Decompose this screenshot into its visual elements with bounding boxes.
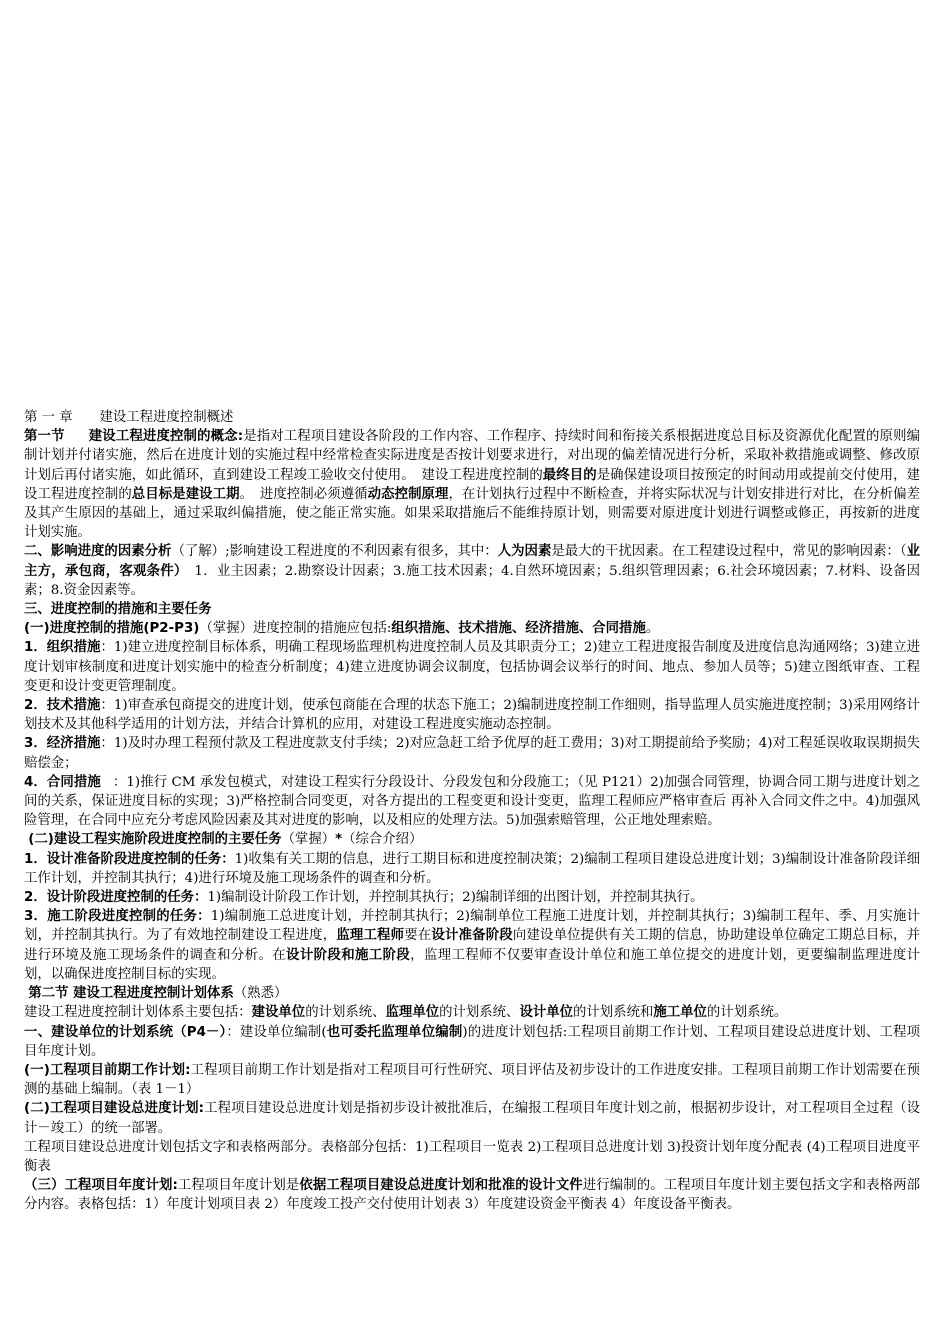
owner-plan-text-a: ：建设单位编制( [226, 1024, 327, 1040]
task-construction [24, 907, 920, 984]
measure-3-heading: 3．经济措施 [24, 736, 101, 752]
plan-3-text-a: 工程项目年度计划是 [177, 1178, 300, 1194]
section-4-text-a: 建设工程进度控制计划体系主要包括： [24, 1005, 252, 1021]
measure-organizational [24, 638, 920, 696]
subsection-3-2-text-b: （综合介绍） [342, 832, 423, 848]
preliminary-work-plan [24, 1061, 920, 1099]
measure-2-text: ：1)审查承包商提交的进度计划，使承包商能在合理的状态下施工；2)编制进度控制工作细则，指导监理人员实施进度控制；3)采用网络计划技术及其他科学适用的计划方法，并结合计算机的应用，对建设工程进度实施动态控制。 [24, 698, 920, 733]
plan-3-bold: 依据工程项目建设总进度计划和批准的设计文件 [299, 1178, 583, 1194]
owner-plan-heading: 一、建设单位的计划系统（P4－） [24, 1024, 227, 1040]
section-4-bold-c: 设计单位 [519, 1005, 574, 1021]
subsection-3-1-heading: (一)进度控制的措施(P2-P3) [24, 621, 200, 637]
section-4-heading [24, 984, 920, 1003]
owner-plan-system [24, 1023, 920, 1061]
task-1-heading: 1．设计准备阶段进度控制的任务： [24, 851, 235, 867]
section-4-heading-text: 第二节 建设工程进度控制计划体系 [28, 986, 234, 1002]
owner-plan-text-b: )的进度计划包括:工程项目前期工作计划、工程项目建设总进度计划、工程项目年度计划。 [24, 1024, 921, 1059]
plan-2-extra-text: 工程项目建设总进度计划包括文字和表格两部分。表格部分包括：1)工程项目一览表 2)工程项目总进度计划 3)投资计划年度分配表 (4)工程项目进度平衡表 [24, 1139, 920, 1174]
section-1-paragraph [24, 427, 920, 542]
subsection-3-1 [24, 619, 920, 638]
plan-1-heading: (一)工程项目前期工作计划: [24, 1062, 191, 1078]
subsection-3-2 [24, 830, 920, 849]
subsection-3-1-bold: 组织措施、技术措施、经济措施、合同措施 [391, 621, 646, 637]
subsection-3-1-text-a: （掌握）进度控制的措施应包括: [199, 621, 392, 637]
task-design [24, 888, 920, 907]
section-1-text-c: 。 进度控制必须遵循 [239, 486, 368, 502]
subsection-3-2-star: * [335, 832, 343, 848]
measure-3-text: ：1)及时办理工程预付款及工程进度款支付手续；2)对应急赶工给予优厚的赶工费用；3)对工期提前给予奖励；4)对工程延误收取误期损失赔偿金； [24, 736, 920, 771]
section-4-text-c: 的计划系统、 [439, 1005, 520, 1021]
task-2-heading: 2．设计阶段进度控制的任务： [24, 890, 208, 906]
task-3-bold-a: 监理工程师 [336, 928, 405, 944]
task-3-text-b: 要在 [404, 928, 432, 944]
section-2-text-b: 是最大的干扰因素。在工程建设过程中，常见的影响因素：（ [551, 544, 907, 560]
section-1-text-b: 是确保建设项目按预定的时间动用或提前交付使用，建设工程进度控制的 [24, 467, 920, 502]
task-3-text-d: ，监理工程师不仅要审查设计单位和施工单位提交的进度计划，更要编制监理进度计划，以确保进度控制目标的实现。 [24, 947, 921, 982]
chapter-title [24, 408, 920, 427]
section-2-heading: 二、影响进度的因素分析 [24, 544, 172, 560]
section-1-term: 建设工程进度控制的概念: [88, 429, 244, 445]
task-design-prep [24, 850, 920, 888]
plan-2-heading: (二)工程项目建设总进度计划: [24, 1101, 204, 1117]
subsection-3-1-text-b: 。 [645, 621, 660, 637]
section-1-text-a: 是指对工程项目建设各阶段的工作内容、工作程序、持续时间和衔接关系根据进度总目标及资源优化配置的原则编制计划并付诸实施，然后在进度计划的实施过程中经常检查实际进度是否按计划要求进行，对出现的偏差情况进行分析，采取补救措施或调整、修改原计划后再付诸实施，如此循环，直到建设工程竣工验收交付使用。 建设工程进度控制的 [24, 429, 921, 483]
subsection-3-2-text-a: （掌握） [281, 832, 336, 848]
task-1-text: 1)收集有关工期的信息，进行工期目标和进度控制决策；2)编制工程项目建设总进度计划；3)编制设计准备阶段详细工作计划，并控制其执行；4)进行环境及施工现场条件的调查和分析。 [24, 851, 920, 886]
annual-plan [24, 1176, 920, 1214]
task-3-text-a: 1)编制施工总进度计划，并控制其执行；2)编制单位工程施工进度计划，并控制其执行；3)编制工程年、季、月实施计划，并控制其执行。为了有效地控制建设工程进度， [24, 909, 920, 944]
section-4-text-e: 的计划系统。 [706, 1005, 788, 1021]
master-schedule-contents [24, 1138, 920, 1176]
measure-1-text: ：1)建立进度控制目标体系，明确工程现场监理机构进度控制人员及其职责分工；2)建立工程进度报告制度及进度信息沟通网络；3)建立进度计划审核制度和进度计划实施中的检查分析制度；4)建立进度协调会议制度，包括协调会议举行的时间、地点、参加人员等；5)建立图纸审查、工程变更和设计变更管理制度。 [24, 640, 920, 694]
task-3-heading: 3．施工阶段进度控制的任务： [24, 909, 211, 925]
section-3-heading [24, 600, 920, 619]
plan-2-text: 工程项目建设总进度计划是指初步设计被批准后，在编报工程项目年度计划之前，根据初步设计，对工程项目全过程（设计－竣工）的统一部署。 [24, 1101, 920, 1136]
plan-3-text-b: 进行编制的。工程项目年度计划主要包括文字和表格两部分内容。表格包括：1）年度计划项目表 2）年度竣工投产交付使用计划表 3）年度建设资金平衡表 4）年度设备平衡表。 [24, 1178, 921, 1213]
master-schedule-plan [24, 1099, 920, 1137]
section-4-bold-d: 施工单位 [653, 1005, 707, 1021]
chapter-title-text: 第 一 章 建设工程进度控制概述 [24, 410, 234, 425]
task-3-text-c: 向建设单位提供有关工期的信息，协助建设单位确定工期总目标，并进行环境及施工现场条件的调查和分析。在 [24, 928, 921, 963]
section-1-bold-b: 总目标是建设工期 [131, 486, 240, 502]
measure-economic [24, 734, 920, 772]
document-page [24, 408, 920, 1215]
section-4-text-d: 的计划系统和 [573, 1005, 654, 1021]
section-3-heading-text: 三、进度控制的措施和主要任务 [24, 602, 212, 618]
measure-4-heading: 4．合同措施 [24, 774, 101, 790]
plan-1-text: 工程项目前期工作计划是指对工程项目可行性研究、项目评估及初步设计的工作进度安排。工程项目前期工作计划需要在预测的基础上编制。（表 1－1） [24, 1062, 920, 1098]
measure-contract [24, 773, 920, 831]
task-2-text: 1)编制设计阶段工作计划，并控制其执行；2)编制详细的出图计划，并控制其执行。 [207, 890, 704, 906]
section-1-lead: 第一节 [24, 429, 65, 445]
measure-2-heading: 2．技术措施 [24, 698, 101, 714]
section-2-bold-b: 业主方，承包商，客观条件） [24, 544, 920, 579]
section-4-bold-b: 监理单位 [385, 1005, 440, 1021]
section-2-text-a: （了解）;影响建设工程进度的不利因素有很多，其中： [171, 544, 498, 560]
section-2-paragraph [24, 542, 920, 600]
owner-plan-bold: 也可委托监理单位编制 [326, 1024, 463, 1040]
section-1-bold-c: 动态控制原理 [367, 486, 449, 502]
task-3-bold-c: 设计阶段和施工阶段 [286, 947, 411, 963]
task-3-bold-b: 设计准备阶段 [431, 928, 513, 944]
section-4-intro [24, 1003, 920, 1022]
section-4-bold-a: 建设单位 [251, 1005, 306, 1021]
section-1-bold-a: 最终目的 [542, 467, 597, 483]
measure-technical [24, 696, 920, 734]
section-2-bold-a: 人为因素 [497, 544, 552, 560]
subsection-3-2-heading: (二)建设工程实施阶段进度控制的主要任务 [28, 832, 282, 848]
measure-4-text: ：1)推行 CM 承发包模式，对建设工程实行分段设计、分段发包和分段施工；（见 P121）2)加强合同管理，协调合同工期与进度计划之间的关系，保证进度目标的实现；3)严格控制合同变更，对各方提出的工程变更和设计变更，监理工程师应严格审查后 再补入合同文件之中。4)加强风险管理，在合同中应充分考虑风险因素及其对进度的影响，以及相应的处理方法。5)加强索赔管理，公正地处理索赔。 [24, 774, 920, 829]
plan-3-heading: （三）工程项目年度计划: [24, 1178, 178, 1194]
measure-1-heading: 1．组织措施 [24, 640, 101, 656]
section-4-heading-note: （熟悉） [233, 986, 288, 1002]
section-2-text-c: 1．业主因素；2.勘察设计因素；3.施工技术因素；4.自然环境因素；5.组织管理因素；6.社会环境因素；7.材料、设备因素；8.资金因素等。 [24, 563, 920, 598]
section-4-text-b: 的计划系统、 [305, 1005, 386, 1021]
section-1-text-d: ，在计划执行过程中不断检查，并将实际状况与计划安排进行对比，在分析偏差及其产生原因的基础上，通过采取纠偏措施，使之能正常实施。如果采取措施后不能维持原计划，则需要对原进度计划进行调整或修正，再按新的进度计划实施。 [24, 486, 921, 541]
